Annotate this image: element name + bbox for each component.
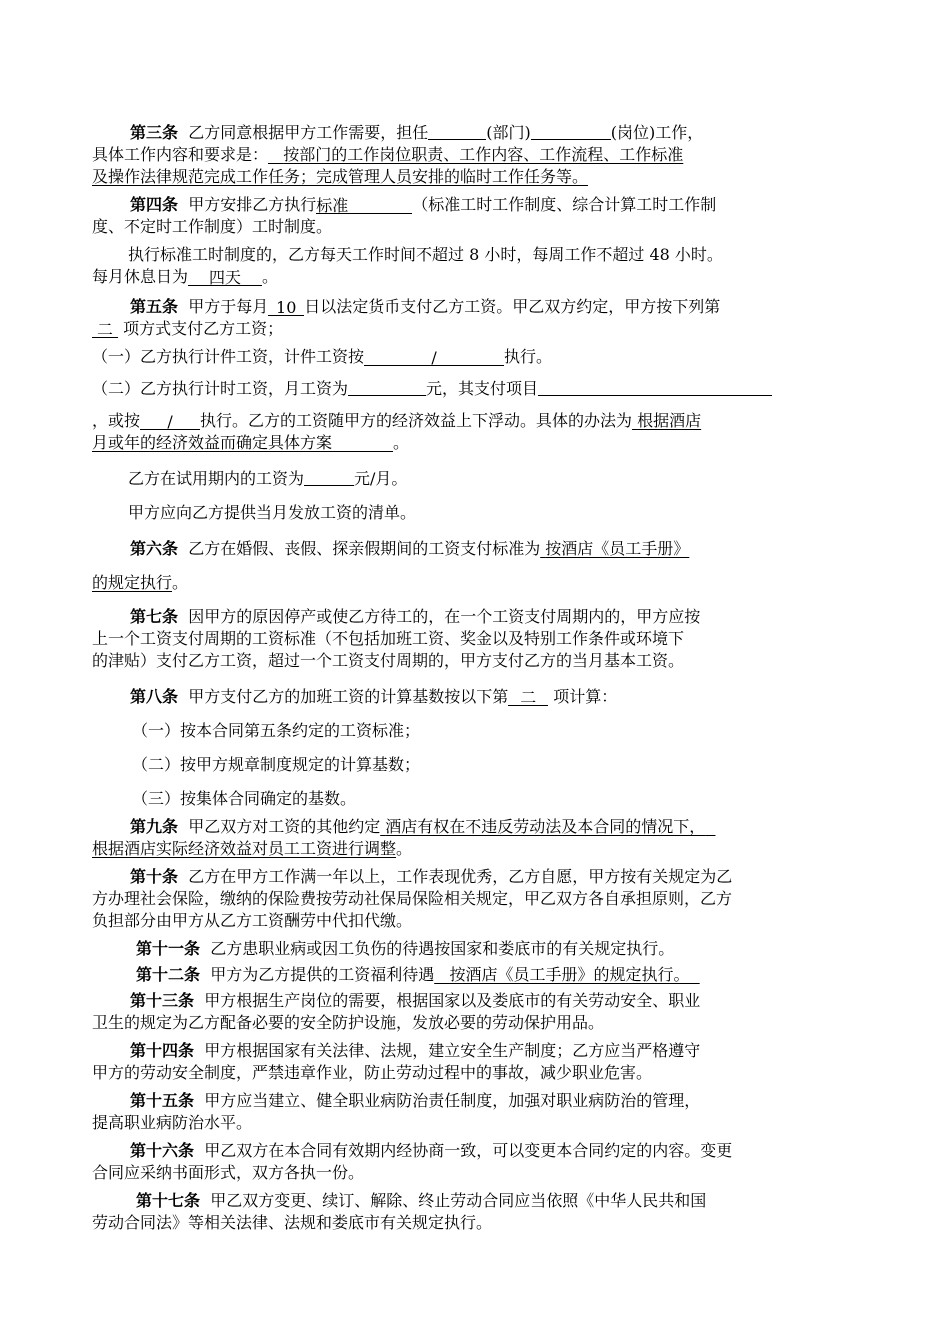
- article-7-line-1: 第七条 因甲方的原因停产或使乙方待工的，在一个工资支付周期内的，甲方应按: [130, 607, 701, 626]
- probation-wage: 乙方在试用期内的工资为 元/月。: [128, 469, 408, 488]
- article-4-line-3: 执行标准工时制度的，乙方每天工作时间不超过 8 小时，每周工作不超过 48 小时。: [128, 245, 723, 264]
- job-requirements: 按部门的工作岗位职责、工作内容、工作流程、工作标准: [283, 145, 684, 164]
- article-7-line-3: 的津贴）支付乙方工资，超过一个工资支付周期的，甲方支付乙方的当月基本工资。: [92, 651, 685, 670]
- article-10-line-1: 第十条 乙方在甲方工作满一年以上，工作表现优秀，乙方自愿，甲方按有关规定为乙: [130, 867, 733, 886]
- per-blank: /: [140, 412, 200, 430]
- pay-method-blank: 二: [92, 320, 118, 338]
- article-4-line-4: 每月休息日为 四天 。: [92, 267, 279, 287]
- piece-rate-blank: /: [364, 348, 504, 366]
- floating-method: 根据酒店: [637, 411, 702, 430]
- article-4-line-1: 第四条 甲方安排乙方执行标准 （标准工时工作制度、综合计算工时工作制: [130, 195, 717, 215]
- probation-wage-blank: [304, 468, 354, 486]
- article-7-line-2: 上一个工资支付周期的工资标准（不包括加班工资、奖金以及特别工作条件或环境下: [92, 629, 685, 648]
- hours-type-blank: 标准: [316, 196, 412, 214]
- article-6-line-1: 第六条 乙方在婚假、丧假、探亲假期间的工资支付标准为 按酒店《员工手册》: [130, 539, 690, 558]
- article-8-option-3: （三）按集体合同确定的基数。: [132, 789, 357, 808]
- rest-days-blank: 四天: [188, 268, 262, 286]
- article-4-line-2: 度、不定时工作制度）工时制度。: [92, 217, 333, 236]
- article-5-option-2-cont-2: 月或年的经济效益而确定具体方案 。: [92, 433, 410, 452]
- article-17-line-1: 第十七条 甲乙双方变更、续订、解除、终止劳动合同应当依照《中华人民共和国: [136, 1191, 707, 1210]
- article-9-line-1: 第九条 甲乙双方对工资的其他约定 酒店有权在不违反劳动法及本合同的情况下，: [130, 817, 706, 836]
- article-5-line-1: 第五条 甲方于每月 10 日以法定货币支付乙方工资。甲乙双方约定，甲方按下列第: [130, 297, 721, 317]
- article-5-option-2: （二）乙方执行计时工资，月工资为 元，其支付项目: [92, 378, 867, 400]
- article-3-line-3: 及操作法律规范完成工作任务；完成管理人员安排的临时工作任务等。: [92, 167, 589, 186]
- overtime-item-blank: 二: [508, 688, 548, 706]
- article-15-line-1: 第十五条 甲方应当建立、健全职业病防治责任制度，加强对职业病防治的管理，: [130, 1091, 701, 1110]
- article-6-line-2: 的规定执行。: [92, 573, 189, 592]
- article-title: 第三条: [130, 123, 179, 142]
- article-8-line-1: 第八条 甲方支付乙方的加班工资的计算基数按以下第 二 项计算：: [130, 687, 618, 707]
- article-3-line-1: 第三条 乙方同意根据甲方工作需要，担任 (部门) (岗位)工作，: [130, 123, 704, 142]
- article-16-line-1: 第十六条 甲乙双方在本合同有效期内经协商一致，可以变更本合同约定的内容。变更: [130, 1141, 733, 1160]
- pay-items-blank: [538, 378, 772, 396]
- article-15-line-2: 提高职业病防治水平。: [92, 1113, 253, 1132]
- position-blank: [531, 122, 611, 140]
- article-9-line-2: 根据酒店实际经济效益对员工工资进行调整。: [92, 839, 413, 858]
- article-13-line-2: 卫生的规定为乙方配备必要的安全防护设施，发放必要的劳动保护用品。: [92, 1013, 605, 1032]
- department-blank: [428, 122, 486, 140]
- article-17-line-2: 劳动合同法》等相关法律、法规和娄底市有关规定执行。: [92, 1213, 493, 1232]
- article-5-option-2-cont: ，或按 / 执行。乙方的工资随甲方的经济效益上下浮动。具体的办法为 根据酒店: [92, 411, 702, 431]
- pay-day-blank: 10: [268, 298, 304, 316]
- contract-page: [92, 122, 867, 1234]
- article-14-line-1: 第十四条 甲方根据国家有关法律、法规，建立安全生产制度；乙方应当严格遵守: [130, 1041, 701, 1060]
- article-11: 第十一条 乙方患职业病或因工负伤的待遇按国家和娄底市的有关规定执行。: [136, 939, 675, 958]
- monthly-wage-blank: [348, 378, 426, 396]
- article-8-option-2: （二）按甲方规章制度规定的计算基数；: [132, 755, 421, 774]
- article-10-line-3: 负担部分由甲方从乙方工资酬劳中代扣代缴。: [92, 911, 413, 930]
- article-12: 第十二条 甲方为乙方提供的工资福利待遇 按酒店《员工手册》的规定执行。: [136, 965, 690, 984]
- article-5-line-2: 二 项方式支付乙方工资；: [92, 318, 867, 340]
- article-13-line-1: 第十三条 甲方根据生产岗位的需要，根据国家以及娄底市的有关劳动安全、职业: [130, 991, 701, 1010]
- article-3-line-2: 具体工作内容和要求是： 按部门的工作岗位职责、工作内容、工作流程、工作标准: [92, 145, 684, 164]
- article-14-line-2: 甲方的劳动安全制度，严禁违章作业，防止劳动过程中的事故，减少职业危害。: [92, 1063, 653, 1082]
- article-16-line-2: 合同应采纳书面形式，双方各执一份。: [92, 1163, 365, 1182]
- article-5-option-1: （一）乙方执行计件工资，计件工资按 / 执行。: [92, 347, 553, 367]
- article-8-option-1: （一）按本合同第五条约定的工资标准；: [132, 721, 421, 740]
- wage-statement: 甲方应向乙方提供当月发放工资的清单。: [128, 503, 417, 522]
- article-10-line-2: 方办理社会保险，缴纳的保险费按劳动社保局保险相关规定，甲乙双方各自承担原则，乙方: [92, 889, 733, 908]
